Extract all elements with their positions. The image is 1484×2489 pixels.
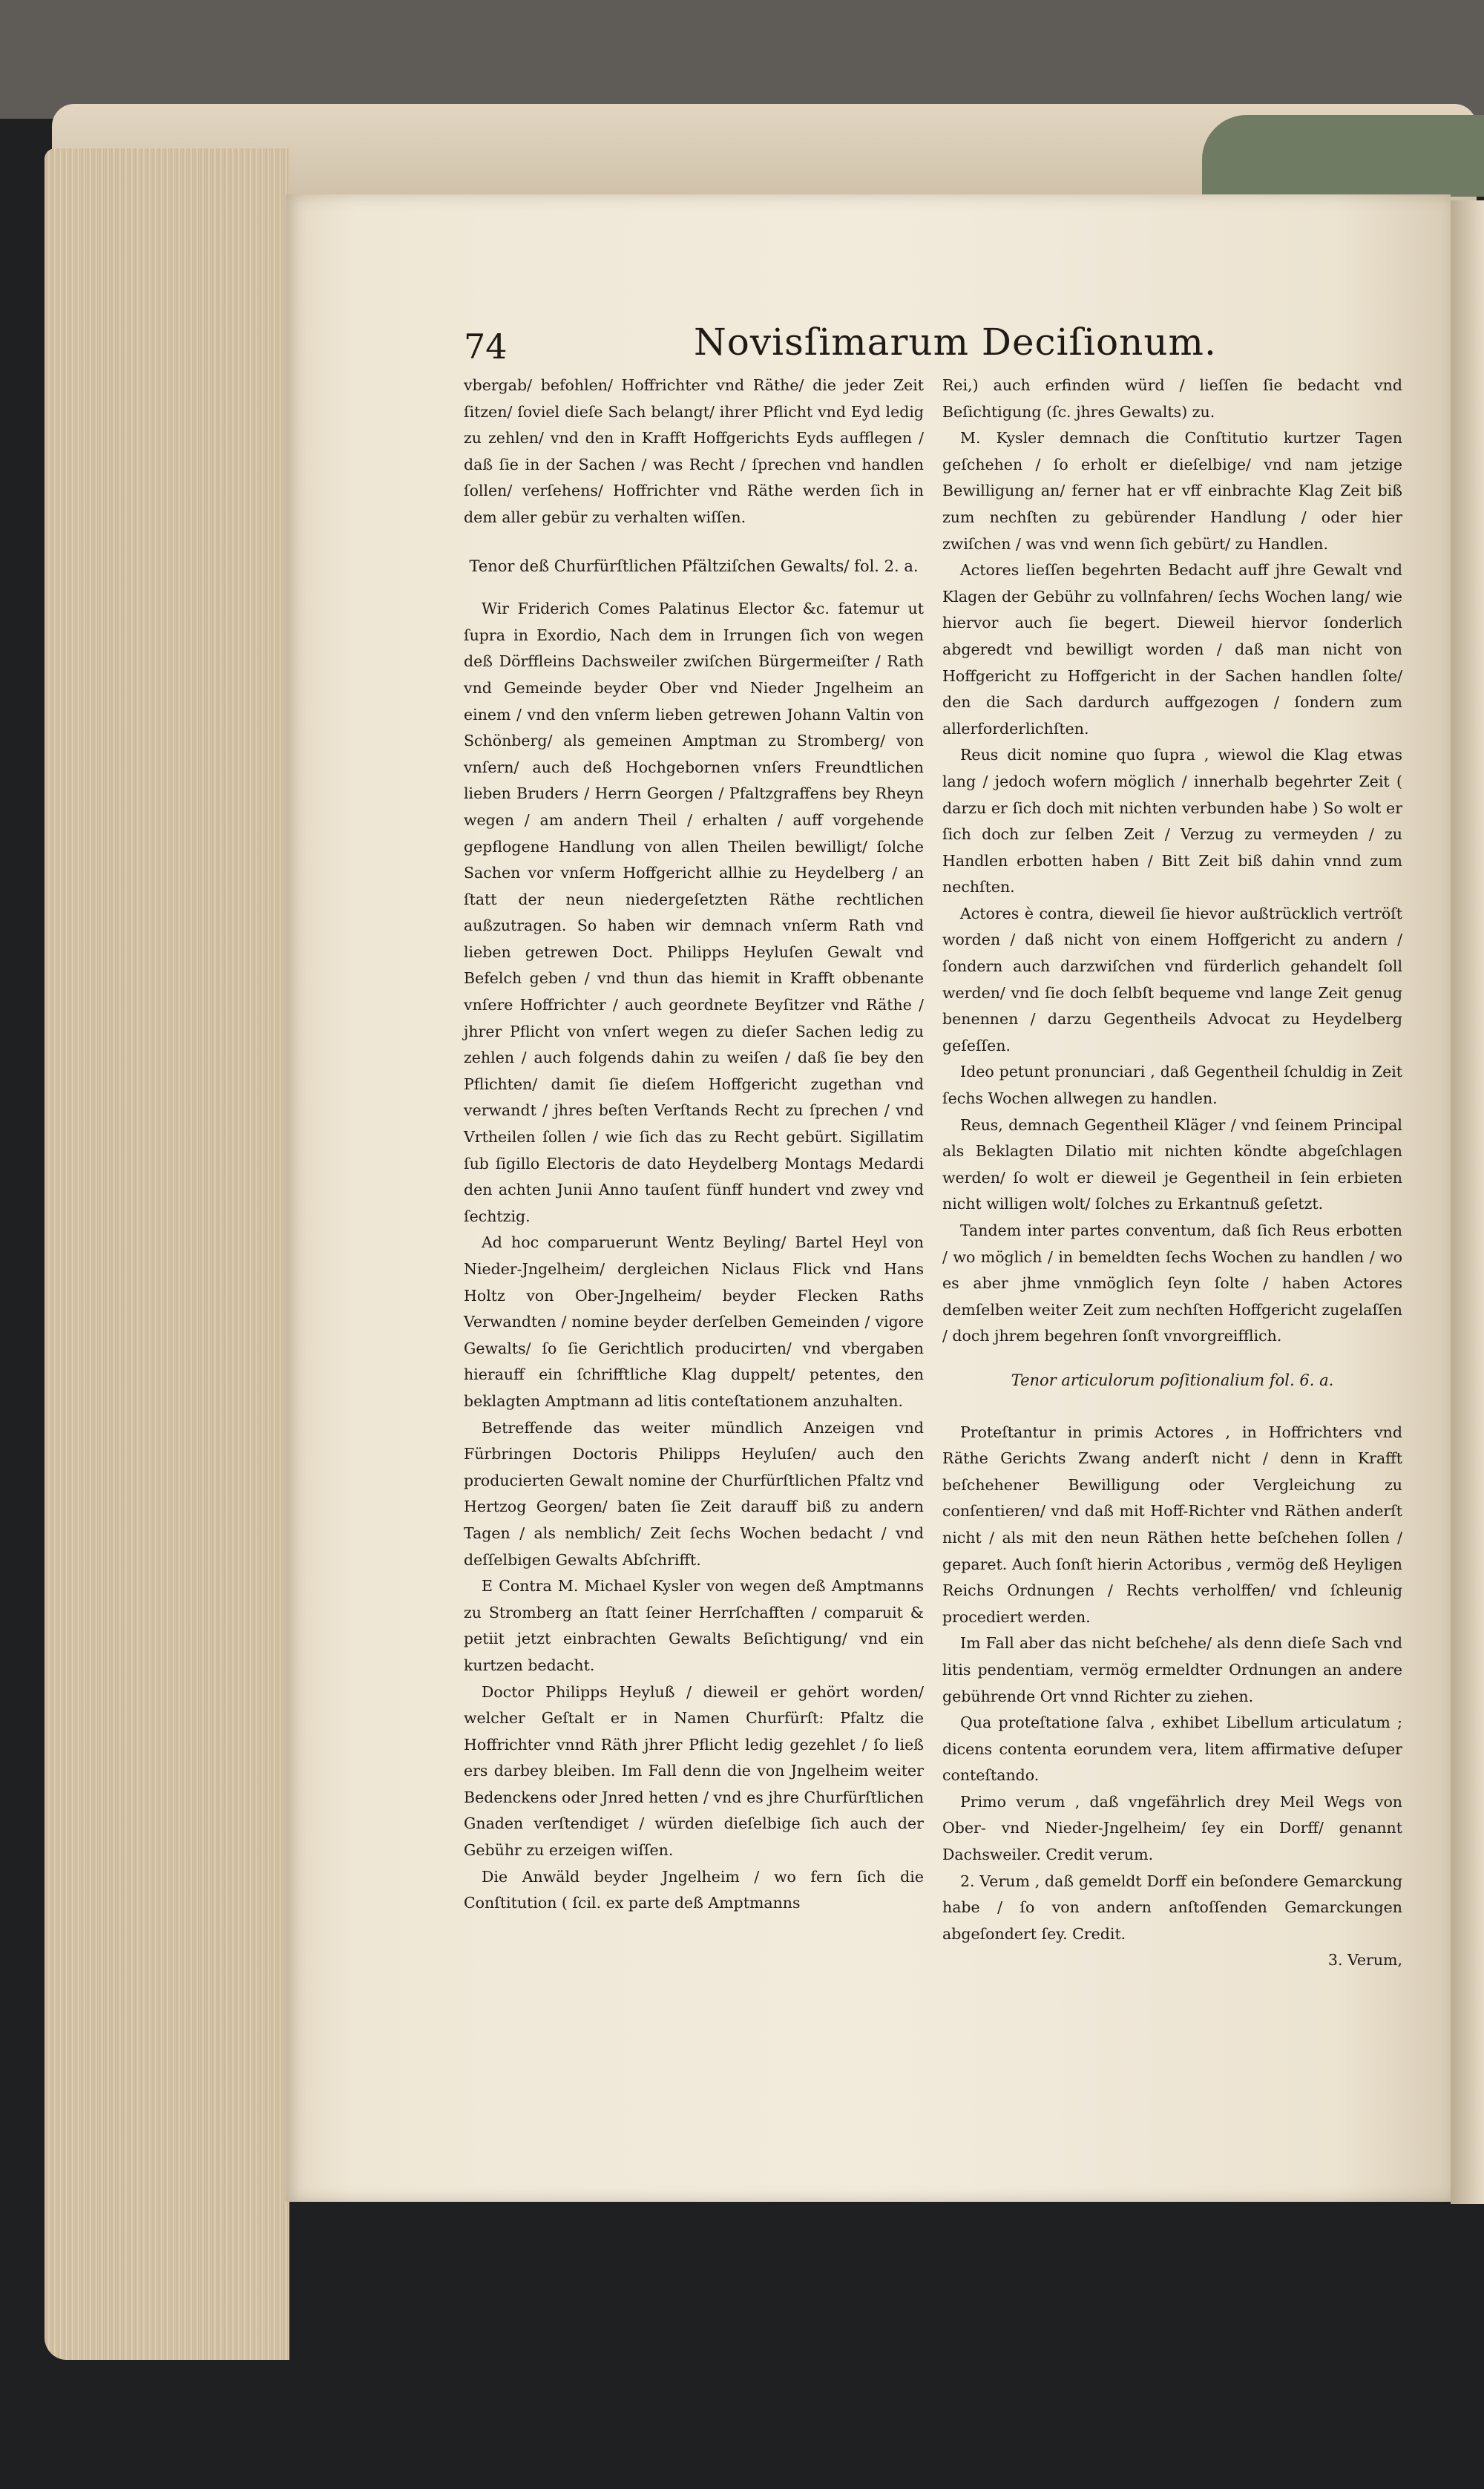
catchword: 3. Verum, [1327,1951,1402,1970]
paragraph: Ad hoc comparuerunt Wentz Beyling/ Bartel Heyl von Nieder-Jngelheim/ dergleichen Niclaus Flick vnd Hans Holtz von Ober-Jngelheim/ beyder Flecken Raths Verwandten / nomine beyder derſelben Gemeinden / vigore Gewalts/ ſo ſie Gerichtlich producirten/ vnd vbergaben hierauff ein ſchrifftliche Klag duppelt/ petentes, den beklagten Amptmann ad litis conteſtationem anzuhalten. [464,1233,924,1410]
paragraph: Wir Friderich Comes Palatinus Elector &c. fatemur ut ſupra in Exordio, Nach dem in Irrungen ſich von wegen deß Dörffleins Dachsweiler zwiſchen Bürgermeiſter / Rath vnd Gemeinde beyder Ober vnd Nieder Jngelheim an einem / vnd den vnſerm lieben getrewen Johann Valtin von Schönberg/ als gemeinen Amptman zu Stromberg/ von vnſern/ auch deß Hochgebornen vnſers Freundtlichen lieben Bruders / Herrn Georgen / Pfaltzgraffens bey Rheyn wegen / am andern Theil / erhalten / auff vorgehende gepflogene Handlung von allen Theilen bewilligt/ ſolche Sachen vor vnſerm Hoffgericht allhie zu Heydelberg / an ſtatt der neun niedergeſetzten Räthe rechtlichen außzutragen. So haben wir demnach vnſerm Rath vnd lieben getrewen Doct. Philipps Heyluſen Gewalt vnd Befelch geben / vnd thun das hiemit in Krafft obbenante vnſere Hoffrichter / auch geordnete Beyſitzer vnd Räthe / jhrer Pflicht von vnſert wegen zu dieſer Sachen ledig zu zehlen / auch folgends dahin zu weiſen / daß ſie bey den Pflichten/ damit ſie dieſem Hoffgericht zugethan vnd verwandt / jhres beſten Verſtands Recht zu ſprechen / vnd Vrtheilen ſollen / wie ſich das zu Recht gebürt. Sigillatim ſub ſigillo Electoris de dato Heydelberg Montags Medardi den achten Junii Anno tauſent fünff hundert vnd zwey vnd ſechtzig. [464,600,924,1225]
page-number: 74 [464,327,508,367]
running-head: Novisſimarum Deciſionum. [694,321,1217,364]
right-column [942,373,1402,1974]
paragraph: Die Anwäld beyder Jngelheim / wo fern ſich die Conſtitution ( ſcil. ex parte deß Amptmanns [464,1867,924,1912]
section-heading: Tenor articulorum poſitionalium fol. 6. a. [1011,1371,1334,1389]
book-cover [1202,115,1484,197]
paragraph: Reus dicit nomine quo ſupra , wiewol die Klag etwas lang / jedoch wofern möglich / innerhalb begehrter Zeit ( darzu er ſich doch mit nichten verbunden habe ) So wolt er ſich doch zur ſelben Zeit / Verzug zu vermeyden / zu Handlen erbotten haben / Bitt Zeit biß dahin vnnd zum nechſten. [942,746,1402,896]
paragraph: Actores è contra, dieweil ſie hievor außtrücklich vertröſt worden / daß nicht von einem Hoffgericht zu andern / ſondern auch darzwiſchen vnd fürderlich gehandelt ſoll werden/ vnd ſie doch ſelbſt bequeme vnd lange Zeit genug benennen / darzu Gegentheils Advocat zu Heydelberg geſeſſen. [942,904,1402,1055]
left-column [464,373,924,1917]
paragraph: Betreffende das weiter mündlich Anzeigen vnd Fürbringen Doctoris Philipps Heyluſen/ auch den producierten Gewalt nomine der Churfürſtlichen Pfaltz vnd Hertzog Georgen/ baten ſie Zeit darauff biß zu andern Tagen / als nemblich/ Zeit ſechs Wochen bedacht / vnd deſſelbigen Gewalts Abſchrifft. [464,1418,924,1569]
facing-page-edge [1451,200,1484,2204]
paragraph: Ideo petunt pronunciari , daß Gegentheil ſchuldig in Zeit ſechs Wochen allwegen zu handlen. [942,1063,1402,1108]
paragraph: vbergab/ befohlen/ Hoffrichter vnd Räthe/ die jeder Zeit ſitzen/ ſoviel dieſe Sach belangt/ ihrer Pflicht vnd Eyd ledig zu zehlen/ vnd den in Krafft Hoffgerichts Eyds aufflegen / daß ſie in der Sachen / was Recht / ſprechen vnd handlen ſollen/ verſehens/ Hoffrichter vnd Räthe werden ſich in dem aller gebür zu verhalten wiſſen. [464,376,924,526]
paragraph: Doctor Philipps Heyluß / dieweil er gehört worden/ welcher Geſtalt er in Namen Churfürſt: Pfaltz die Hoffrichter vnnd Räth jhrer Pflicht ledig gezehlet / ſo ließ ers darbey bleiben. Im Fall denn die von Jngelheim weiter Bedenckens oder Jnred hetten / vnd es jhre Churfürſtlichen Gnaden verſtendiget / würden dieſelbige ſich auch der Gebühr zu erzeigen wiſſen. [464,1682,924,1860]
paragraph: Primo verum , daß vngefährlich drey Meil Wegs von Ober- vnd Nieder-Jngelheim/ ſey ein Dorff/ genannt Dachsweiler. Credit verum. [942,1792,1402,1864]
paragraph: Im Fall aber das nicht beſchehe/ als denn dieſe Sach vnd litis pendentiam, vermög ermeldter Ordnungen an andere gebührende Ort vnnd Richter zu ziehen. [942,1634,1402,1705]
background [0,0,1484,119]
paragraph: Tandem inter partes conventum, daß ſich Reus erbotten / wo möglich / in bemeldten ſechs Wochen zu handlen / wo es aber jhme vnmöglich ſeyn ſolte / haben Actores demſelben weiter Zeit zum nechſten Hoffgericht zugelaſſen / doch jhrem begehren ſonſt vnvorgreifflich. [942,1221,1402,1345]
book-page [286,194,1451,2202]
paragraph: Reus, demnach Gegentheil Kläger / vnd ſeinem Principal als Beklagten Dilatio mit nichten köndte abgeſchlagen werden/ ſo wolt er dieweil je Gegentheil in ſein erbieten nicht willigen wolt/ ſolches zu Erkantnuß geſetzt. [942,1115,1402,1213]
paragraph: 2. Verum , daß gemeldt Dorff ein beſondere Gemarckung habe / ſo von andern anſtoſſenden Gemarckungen abgeſondert ſey. Credit. [942,1872,1402,1943]
paragraph: M. Kysler demnach die Conſtitutio kurtzer Tagen geſchehen / ſo erholt er dieſelbige/ vnd nam jetzige Bewilligung an/ ferner hat er vff einbrachte Klag Zeit biß zum nechſten zu gebürender Handlung / oder hier zwiſchen / was vnd wenn ſich gebürt/ zu Handlen. [942,429,1402,553]
paragraph: E Contra M. Michael Kysler von wegen deß Amptmanns zu Stromberg an ſtatt ſeiner Herrſchafften / comparuit & petiit jetzt einbrachten Gewalts Beſichtigung/ vnd ein kurtzen bedacht. [464,1577,924,1674]
book-page-edges [45,148,289,2360]
paragraph: Qua proteſtatione ſalva , exhibet Libellum articulatum ; dicens contenta eorundem vera, litem affirmative deſuper conteſtando. [942,1714,1402,1785]
paragraph: Actores lieſſen begehrten Bedacht auff jhre Gewalt vnd Klagen der Gebühr zu vollnfahren/ ſechs Wochen lang/ wie hiervor auch ſie begert. Dieweil hiervor ſonderlich abgeredt vnd bewilligt worden / daß man nicht von Hoffgericht zu Hoffgericht in der Sachen handlen ſolte/ den die Sach dardurch auffgezogen / ſondern zum allerforderlichſten. [942,561,1402,738]
paragraph: Rei,) auch erfinden würd / lieſſen ſie bedacht vnd Beſichtigung (ſc. jhres Gewalts) zu. [942,376,1402,421]
section-heading: Tenor deß Churfürſtlichen Pfältziſchen Gewalts/ fol. 2. a. [469,557,919,575]
paragraph: Proteſtantur in primis Actores , in Hoffrichters vnd Räthe Gerichts Zwang anderſt nicht / denn in Krafft beſchehener Bewilligung oder Vergleichung zu conſentieren/ vnd daß mit Hoff-Richter vnd Räthen anderſt nicht / als mit den neun Räthen hette beſchehen ſollen / geparet. Auch ſonſt hierin Actoribus , vermög deß Heyligen Reichs Ordnungen / Rechts verholffen/ vnd ſchleunig procediert werden. [942,1423,1402,1626]
